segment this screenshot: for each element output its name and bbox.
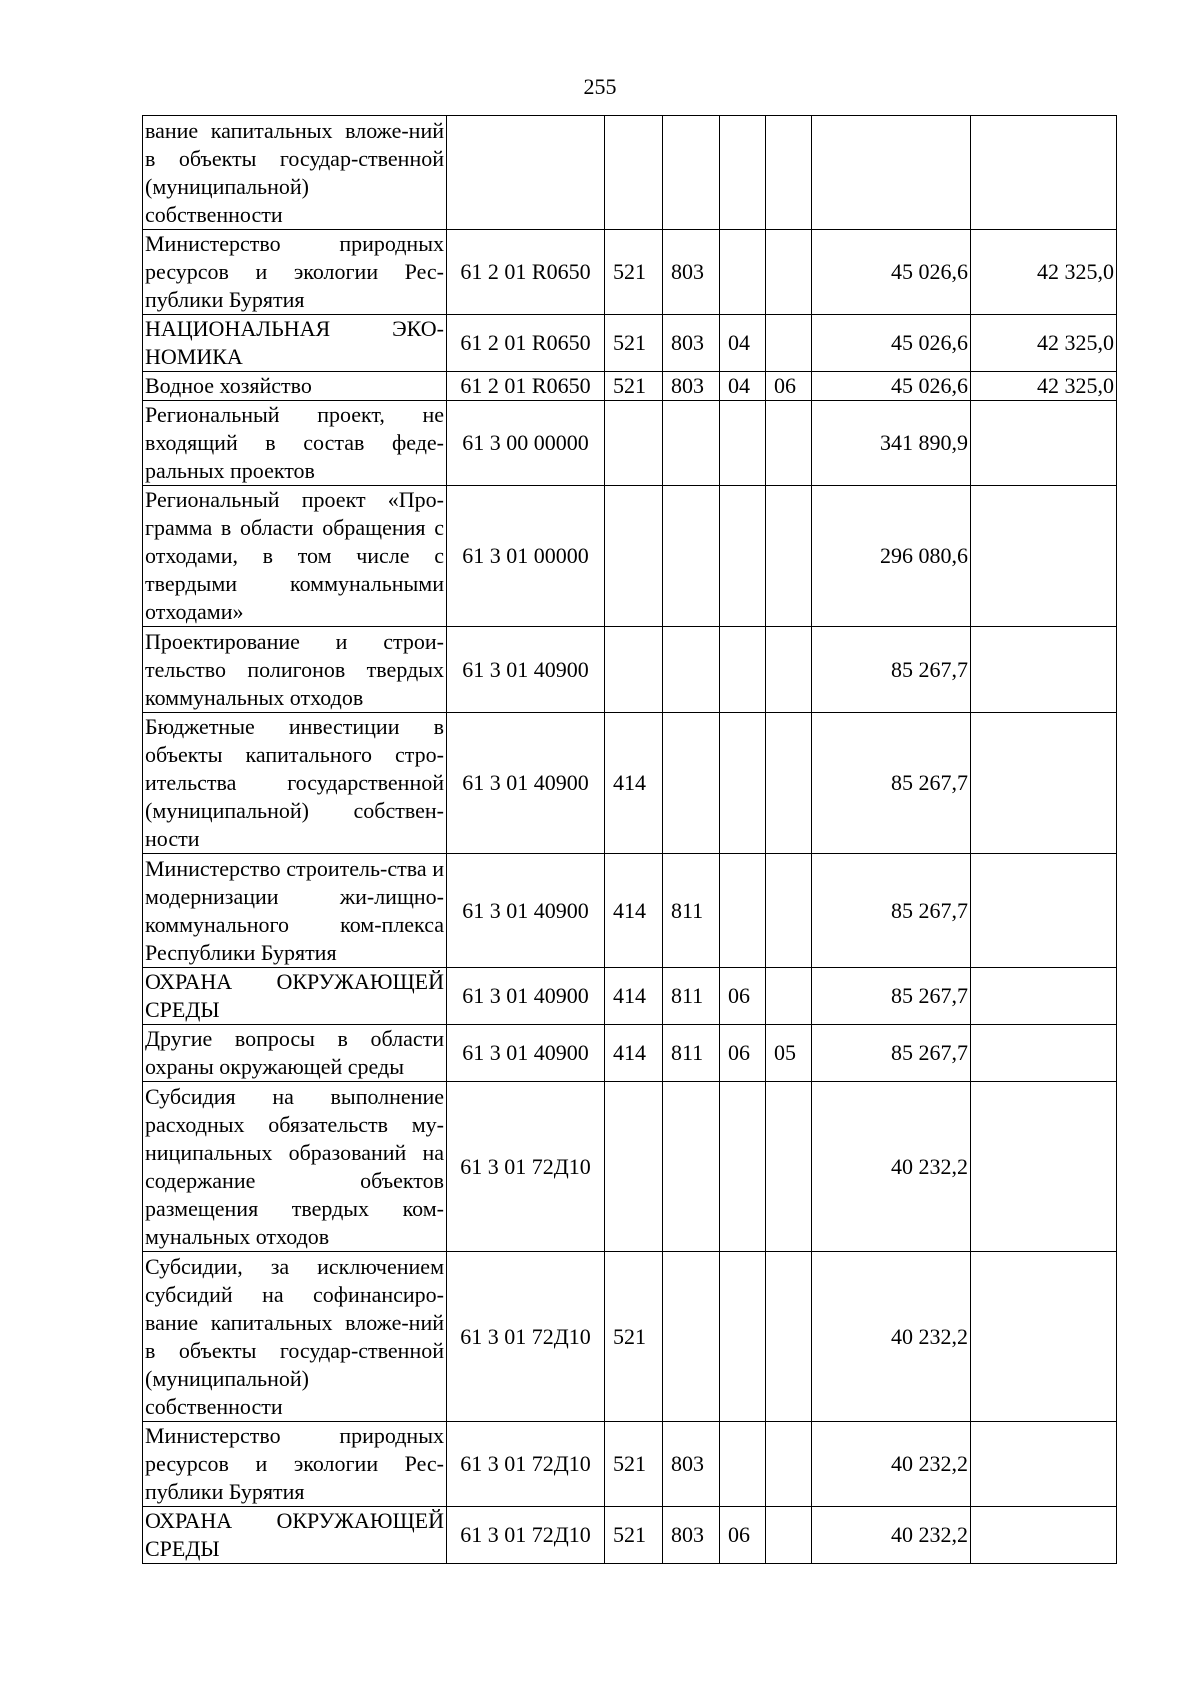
administrator-code [663, 401, 720, 486]
amount-second-year [971, 1025, 1117, 1082]
row-name: вание капитальных вложе-ний в объекты государ-ственной (муниципальной) собственности [143, 116, 447, 230]
target-article-code: 61 3 01 72Д10 [447, 1507, 605, 1564]
target-article-code: 61 3 01 00000 [447, 486, 605, 627]
amount-first-year: 45 026,6 [812, 230, 971, 315]
subsection-code [766, 968, 812, 1025]
section-code [720, 401, 766, 486]
row-name: Министерство строитель-ства и модернизации жи-лищно-коммунального ком-плекса Республики Бурятия [143, 854, 447, 968]
amount-second-year [971, 401, 1117, 486]
target-article-code: 61 3 01 72Д10 [447, 1082, 605, 1252]
row-name: Проектирование и строи-тельство полигонов твердых коммунальных отходов [143, 627, 447, 713]
expense-type-code [605, 627, 663, 713]
expense-type-code [605, 116, 663, 230]
administrator-code: 803 [663, 230, 720, 315]
subsection-code [766, 1252, 812, 1422]
expense-type-code [605, 1082, 663, 1252]
administrator-code: 803 [663, 315, 720, 372]
amount-first-year: 45 026,6 [812, 315, 971, 372]
amount-second-year [971, 116, 1117, 230]
amount-second-year: 42 325,0 [971, 315, 1117, 372]
section-code: 06 [720, 1507, 766, 1564]
expense-type-code: 521 [605, 1422, 663, 1507]
target-article-code: 61 3 01 40900 [447, 1025, 605, 1082]
section-code [720, 486, 766, 627]
administrator-code: 803 [663, 1507, 720, 1564]
table-row [143, 401, 1117, 486]
section-code [720, 1252, 766, 1422]
target-article-code: 61 2 01 R0650 [447, 230, 605, 315]
administrator-code [663, 486, 720, 627]
amount-first-year: 40 232,2 [812, 1252, 971, 1422]
expense-type-code: 414 [605, 968, 663, 1025]
amount-first-year: 45 026,6 [812, 372, 971, 401]
subsection-code [766, 116, 812, 230]
subsection-code: 06 [766, 372, 812, 401]
section-code [720, 1422, 766, 1507]
amount-second-year [971, 854, 1117, 968]
subsection-code [766, 401, 812, 486]
administrator-code [663, 1252, 720, 1422]
row-name: Водное хозяйство [143, 372, 447, 401]
amount-second-year [971, 968, 1117, 1025]
amount-first-year: 296 080,6 [812, 486, 971, 627]
amount-second-year [971, 1422, 1117, 1507]
subsection-code [766, 230, 812, 315]
amount-second-year [971, 1507, 1117, 1564]
table-row [143, 1507, 1117, 1564]
amount-first-year: 341 890,9 [812, 401, 971, 486]
administrator-code [663, 627, 720, 713]
administrator-code [663, 116, 720, 230]
administrator-code: 803 [663, 372, 720, 401]
table-row [143, 486, 1117, 627]
subsection-code [766, 315, 812, 372]
target-article-code: 61 3 01 40900 [447, 854, 605, 968]
row-name: Субсидия на выполнение расходных обязательств му-ниципальных образований на содержание объектов размещения твердых ком-мунальных отходов [143, 1082, 447, 1252]
table-row [143, 116, 1117, 230]
amount-first-year: 40 232,2 [812, 1507, 971, 1564]
row-name: Региональный проект «Про-грамма в области обращения с отходами, в том числе с твердыми коммунальными отходами» [143, 486, 447, 627]
target-article-code: 61 3 01 72Д10 [447, 1252, 605, 1422]
amount-first-year: 40 232,2 [812, 1422, 971, 1507]
row-name: Министерство природных ресурсов и экологии Рес-публики Бурятия [143, 1422, 447, 1507]
table-row [143, 1422, 1117, 1507]
target-article-code: 61 3 00 00000 [447, 401, 605, 486]
amount-second-year [971, 1082, 1117, 1252]
amount-second-year [971, 1252, 1117, 1422]
amount-second-year: 42 325,0 [971, 230, 1117, 315]
amount-first-year: 85 267,7 [812, 713, 971, 854]
table-row [143, 230, 1117, 315]
row-name: Бюджетные инвестиции в объекты капитального стро-ительства государственной (муниципальной) собствен-ности [143, 713, 447, 854]
subsection-code: 05 [766, 1025, 812, 1082]
subsection-code [766, 627, 812, 713]
target-article-code: 61 3 01 72Д10 [447, 1422, 605, 1507]
target-article-code: 61 2 01 R0650 [447, 315, 605, 372]
subsection-code [766, 713, 812, 854]
row-name: ОХРАНА ОКРУЖАЮЩЕЙ СРЕДЫ [143, 1507, 447, 1564]
row-name: Региональный проект, не входящий в состав феде-ральных проектов [143, 401, 447, 486]
row-name: Министерство природных ресурсов и экологии Рес-публики Бурятия [143, 230, 447, 315]
subsection-code [766, 1507, 812, 1564]
subsection-code [766, 1082, 812, 1252]
expense-type-code: 521 [605, 230, 663, 315]
table-row [143, 372, 1117, 401]
expense-type-code: 521 [605, 1252, 663, 1422]
amount-second-year [971, 627, 1117, 713]
administrator-code: 811 [663, 968, 720, 1025]
row-name: Другие вопросы в области охраны окружающей среды [143, 1025, 447, 1082]
amount-first-year: 85 267,7 [812, 627, 971, 713]
expense-type-code: 521 [605, 1507, 663, 1564]
row-name: НАЦИОНАЛЬНАЯ ЭКО-НОМИКА [143, 315, 447, 372]
amount-first-year: 40 232,2 [812, 1082, 971, 1252]
administrator-code: 803 [663, 1422, 720, 1507]
section-code: 04 [720, 315, 766, 372]
subsection-code [766, 486, 812, 627]
target-article-code: 61 3 01 40900 [447, 713, 605, 854]
section-code [720, 713, 766, 854]
table-row [143, 1025, 1117, 1082]
section-code: 06 [720, 1025, 766, 1082]
subsection-code [766, 854, 812, 968]
expense-type-code: 414 [605, 1025, 663, 1082]
target-article-code: 61 2 01 R0650 [447, 372, 605, 401]
row-name: ОХРАНА ОКРУЖАЮЩЕЙ СРЕДЫ [143, 968, 447, 1025]
target-article-code [447, 116, 605, 230]
expense-type-code: 521 [605, 372, 663, 401]
administrator-code [663, 1082, 720, 1252]
amount-second-year [971, 486, 1117, 627]
subsection-code [766, 1422, 812, 1507]
table-row [143, 968, 1117, 1025]
section-code [720, 854, 766, 968]
amount-first-year [812, 116, 971, 230]
target-article-code: 61 3 01 40900 [447, 968, 605, 1025]
section-code [720, 116, 766, 230]
administrator-code: 811 [663, 1025, 720, 1082]
budget-table [142, 115, 1117, 1564]
section-code [720, 230, 766, 315]
row-name: Субсидии, за исключением субсидий на софинансиро-вание капитальных вложе-ний в объекты государ-ственной (муниципальной) собственности [143, 1252, 447, 1422]
amount-first-year: 85 267,7 [812, 1025, 971, 1082]
amount-second-year [971, 713, 1117, 854]
table-row [143, 854, 1117, 968]
expense-type-code [605, 401, 663, 486]
table-row [143, 1082, 1117, 1252]
administrator-code: 811 [663, 854, 720, 968]
section-code [720, 1082, 766, 1252]
page-number: 255 [583, 74, 617, 99]
section-code: 04 [720, 372, 766, 401]
expense-type-code: 414 [605, 713, 663, 854]
expense-type-code: 521 [605, 315, 663, 372]
amount-first-year: 85 267,7 [812, 968, 971, 1025]
section-code: 06 [720, 968, 766, 1025]
target-article-code: 61 3 01 40900 [447, 627, 605, 713]
expense-type-code [605, 486, 663, 627]
table-row [143, 627, 1117, 713]
table-row [143, 1252, 1117, 1422]
expense-type-code: 414 [605, 854, 663, 968]
table-row [143, 713, 1117, 854]
amount-first-year: 85 267,7 [812, 854, 971, 968]
section-code [720, 627, 766, 713]
administrator-code [663, 713, 720, 854]
amount-second-year: 42 325,0 [971, 372, 1117, 401]
table-row [143, 315, 1117, 372]
